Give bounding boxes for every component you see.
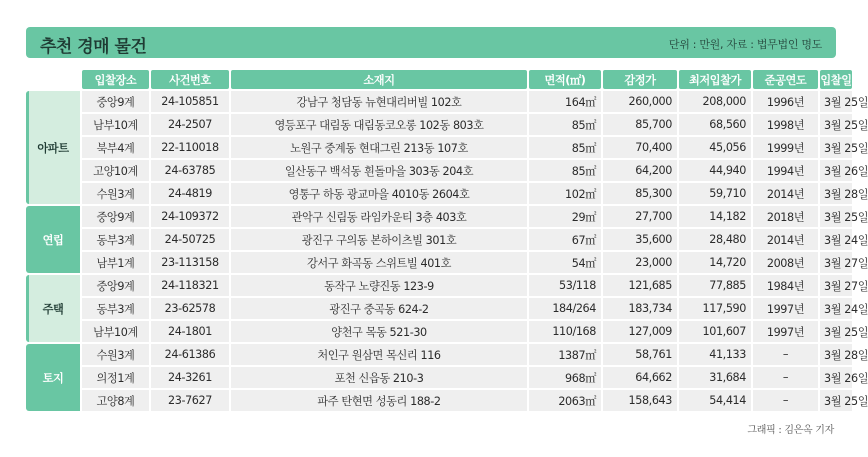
cell-case-number: 23-62578 bbox=[151, 298, 229, 319]
cell-appraisal: 158,643 bbox=[603, 390, 677, 411]
cell-appraisal: 64,200 bbox=[603, 160, 677, 181]
category-label: 연립 bbox=[26, 206, 80, 273]
cell-area: 54㎡ bbox=[529, 252, 601, 273]
cell-min-bid: 208,000 bbox=[679, 91, 751, 112]
cell-completion-year: 1999년 bbox=[753, 137, 818, 158]
cell-min-bid: 44,940 bbox=[679, 160, 751, 181]
cell-area: 110/168 bbox=[529, 321, 601, 342]
cell-address: 노원구 중계동 현대그린 213동 107호 bbox=[231, 137, 527, 158]
cell-area: 102㎡ bbox=[529, 183, 601, 204]
cell-address: 강서구 화곡동 스위트빌 401호 bbox=[231, 252, 527, 273]
cell-bid-date: 3월 28일 bbox=[820, 344, 852, 365]
cell-area: 85㎡ bbox=[529, 114, 601, 135]
cell-venue: 동부3계 bbox=[82, 298, 149, 319]
cell-min-bid: 68,560 bbox=[679, 114, 751, 135]
category-label: 토지 bbox=[26, 344, 80, 411]
cell-venue: 동부3계 bbox=[82, 229, 149, 250]
cell-bid-date: 3월 25일 bbox=[820, 390, 852, 411]
cell-area: 164㎡ bbox=[529, 91, 601, 112]
header-case-number: 사건번호 bbox=[151, 70, 229, 89]
cell-venue: 의정1계 bbox=[82, 367, 149, 388]
header-bid-date: 입찰일 bbox=[820, 70, 852, 89]
cell-area: 85㎡ bbox=[529, 160, 601, 181]
cell-area: 85㎡ bbox=[529, 137, 601, 158]
cell-case-number: 24-4819 bbox=[151, 183, 229, 204]
cell-venue: 남부10계 bbox=[82, 321, 149, 342]
cell-address: 광진구 중곡동 624-2 bbox=[231, 298, 527, 319]
cell-venue: 중앙9계 bbox=[82, 275, 149, 296]
cell-venue: 고양8계 bbox=[82, 390, 149, 411]
header-completion-year: 준공연도 bbox=[753, 70, 818, 89]
cell-area: 968㎡ bbox=[529, 367, 601, 388]
cell-area: 184/264 bbox=[529, 298, 601, 319]
cell-address: 포천 신읍동 210-3 bbox=[231, 367, 527, 388]
cell-case-number: 24-1801 bbox=[151, 321, 229, 342]
header-spacer bbox=[26, 70, 80, 89]
cell-bid-date: 3월 25일 bbox=[820, 137, 852, 158]
cell-venue: 남부1계 bbox=[82, 252, 149, 273]
cell-case-number: 23-113158 bbox=[151, 252, 229, 273]
cell-completion-year: 2008년 bbox=[753, 252, 818, 273]
cell-venue: 고양10계 bbox=[82, 160, 149, 181]
cell-appraisal: 85,300 bbox=[603, 183, 677, 204]
cell-bid-date: 3월 27일 bbox=[820, 252, 852, 273]
cell-min-bid: 14,720 bbox=[679, 252, 751, 273]
cell-case-number: 24-61386 bbox=[151, 344, 229, 365]
cell-area: 1387㎡ bbox=[529, 344, 601, 365]
header-address: 소재지 bbox=[231, 70, 527, 89]
cell-appraisal: 58,761 bbox=[603, 344, 677, 365]
cell-venue: 수원3계 bbox=[82, 183, 149, 204]
cell-completion-year: 2018년 bbox=[753, 206, 818, 227]
header-appraisal: 감정가 bbox=[603, 70, 677, 89]
cell-case-number: 23-7627 bbox=[151, 390, 229, 411]
cell-completion-year: – bbox=[753, 390, 818, 411]
cell-completion-year: – bbox=[753, 344, 818, 365]
cell-case-number: 24-3261 bbox=[151, 367, 229, 388]
cell-bid-date: 3월 27일 bbox=[820, 275, 852, 296]
cell-completion-year: 1997년 bbox=[753, 298, 818, 319]
cell-address: 파주 탄현면 성동리 188-2 bbox=[231, 390, 527, 411]
cell-bid-date: 3월 28일 bbox=[820, 183, 852, 204]
cell-bid-date: 3월 25일 bbox=[820, 114, 852, 135]
cell-bid-date: 3월 24일 bbox=[820, 229, 852, 250]
cell-case-number: 24-118321 bbox=[151, 275, 229, 296]
cell-bid-date: 3월 26일 bbox=[820, 160, 852, 181]
cell-address: 일산동구 백석동 흰돌마을 303동 204호 bbox=[231, 160, 527, 181]
cell-completion-year: 1984년 bbox=[753, 275, 818, 296]
cell-min-bid: 54,414 bbox=[679, 390, 751, 411]
cell-min-bid: 41,133 bbox=[679, 344, 751, 365]
unit-note: 단위 : 만원, 자료 : 법무법인 명도 bbox=[668, 38, 822, 51]
cell-bid-date: 3월 24일 bbox=[820, 298, 852, 319]
cell-bid-date: 3월 26일 bbox=[820, 367, 852, 388]
cell-address: 광진구 구의동 본하이츠빌 301호 bbox=[231, 229, 527, 250]
cell-min-bid: 77,885 bbox=[679, 275, 751, 296]
cell-bid-date: 3월 25일 bbox=[820, 206, 852, 227]
cell-completion-year: 2014년 bbox=[753, 183, 818, 204]
category-label: 아파트 bbox=[26, 91, 80, 204]
cell-completion-year: 1997년 bbox=[753, 321, 818, 342]
cell-min-bid: 117,590 bbox=[679, 298, 751, 319]
cell-min-bid: 14,182 bbox=[679, 206, 751, 227]
cell-completion-year: 2014년 bbox=[753, 229, 818, 250]
cell-address: 관악구 신림동 라임카운티 3층 403호 bbox=[231, 206, 527, 227]
cell-address: 처인구 원삼면 목신리 116 bbox=[231, 344, 527, 365]
cell-completion-year: 1994년 bbox=[753, 160, 818, 181]
cell-appraisal: 35,600 bbox=[603, 229, 677, 250]
cell-min-bid: 28,480 bbox=[679, 229, 751, 250]
cell-area: 2063㎡ bbox=[529, 390, 601, 411]
category-label: 주택 bbox=[26, 275, 80, 342]
cell-completion-year: 1996년 bbox=[753, 91, 818, 112]
cell-min-bid: 31,684 bbox=[679, 367, 751, 388]
cell-case-number: 24-2507 bbox=[151, 114, 229, 135]
cell-case-number: 24-105851 bbox=[151, 91, 229, 112]
cell-area: 67㎡ bbox=[529, 229, 601, 250]
cell-appraisal: 23,000 bbox=[603, 252, 677, 273]
cell-venue: 남부10계 bbox=[82, 114, 149, 135]
cell-area: 53/118 bbox=[529, 275, 601, 296]
cell-appraisal: 85,700 bbox=[603, 114, 677, 135]
header-area: 면적(㎡) bbox=[529, 70, 601, 89]
cell-appraisal: 127,009 bbox=[603, 321, 677, 342]
title-bar bbox=[26, 27, 836, 58]
page-title: 추천 경매 물건 bbox=[40, 37, 147, 57]
cell-completion-year: – bbox=[753, 367, 818, 388]
header-venue: 입찰장소 bbox=[82, 70, 149, 89]
cell-completion-year: 1998년 bbox=[753, 114, 818, 135]
graphic-credit: 그래픽 : 김은옥 기자 bbox=[747, 425, 834, 436]
cell-appraisal: 27,700 bbox=[603, 206, 677, 227]
cell-address: 강남구 청담동 뉴현대리버빌 102호 bbox=[231, 91, 527, 112]
cell-appraisal: 64,662 bbox=[603, 367, 677, 388]
cell-venue: 중앙9계 bbox=[82, 91, 149, 112]
cell-address: 동작구 노량진동 123-9 bbox=[231, 275, 527, 296]
cell-min-bid: 101,607 bbox=[679, 321, 751, 342]
cell-bid-date: 3월 25일 bbox=[820, 91, 852, 112]
header-min-bid: 최저입찰가 bbox=[679, 70, 751, 89]
cell-case-number: 24-63785 bbox=[151, 160, 229, 181]
cell-appraisal: 121,685 bbox=[603, 275, 677, 296]
cell-case-number: 24-50725 bbox=[151, 229, 229, 250]
cell-venue: 북부4계 bbox=[82, 137, 149, 158]
cell-appraisal: 260,000 bbox=[603, 91, 677, 112]
cell-venue: 수원3계 bbox=[82, 344, 149, 365]
cell-area: 29㎡ bbox=[529, 206, 601, 227]
cell-case-number: 22-110018 bbox=[151, 137, 229, 158]
cell-min-bid: 45,056 bbox=[679, 137, 751, 158]
cell-appraisal: 70,400 bbox=[603, 137, 677, 158]
cell-address: 양천구 목동 521-30 bbox=[231, 321, 527, 342]
cell-address: 영등포구 대림동 대림동코오롱 102동 803호 bbox=[231, 114, 527, 135]
cell-case-number: 24-109372 bbox=[151, 206, 229, 227]
cell-venue: 중앙9계 bbox=[82, 206, 149, 227]
auction-table bbox=[26, 70, 868, 457]
cell-bid-date: 3월 25일 bbox=[820, 321, 852, 342]
cell-min-bid: 59,710 bbox=[679, 183, 751, 204]
cell-appraisal: 183,734 bbox=[603, 298, 677, 319]
cell-address: 영통구 하동 광교마을 4010동 2604호 bbox=[231, 183, 527, 204]
